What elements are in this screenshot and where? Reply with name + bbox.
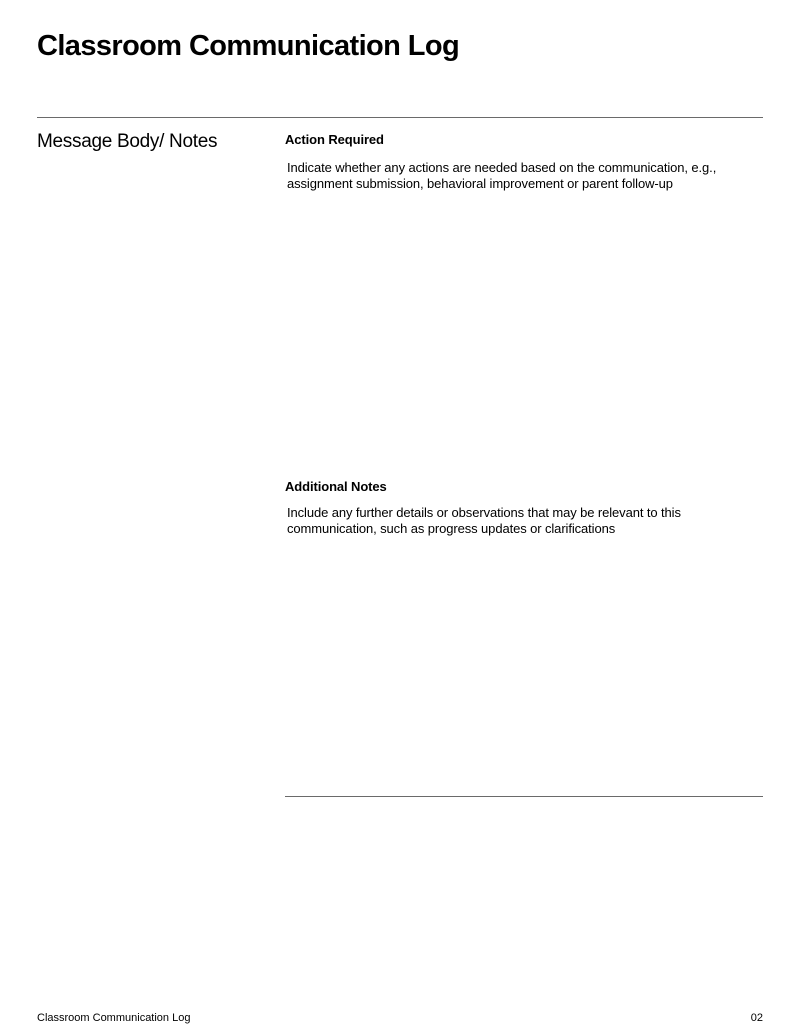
- divider: [37, 117, 763, 118]
- field-heading-action-required: Action Required: [285, 132, 384, 147]
- field-description-additional-notes: Include any further details or observations that may be relevant to this communication, such as progress updates or clarifications: [287, 505, 681, 536]
- page-title: Classroom Communication Log: [37, 30, 460, 62]
- field-heading-additional-notes: Additional Notes: [285, 479, 387, 494]
- divider: [285, 796, 763, 797]
- footer-doc-name: Classroom Communication Log: [37, 1012, 191, 1024]
- section-label: Message Body/ Notes: [37, 131, 218, 152]
- footer-page-number: 02: [750, 1012, 763, 1024]
- field-description-action-required: Indicate whether any actions are needed based on the communication, e.g., assignment submission, behavioral improvement or parent follow-up: [287, 160, 717, 191]
